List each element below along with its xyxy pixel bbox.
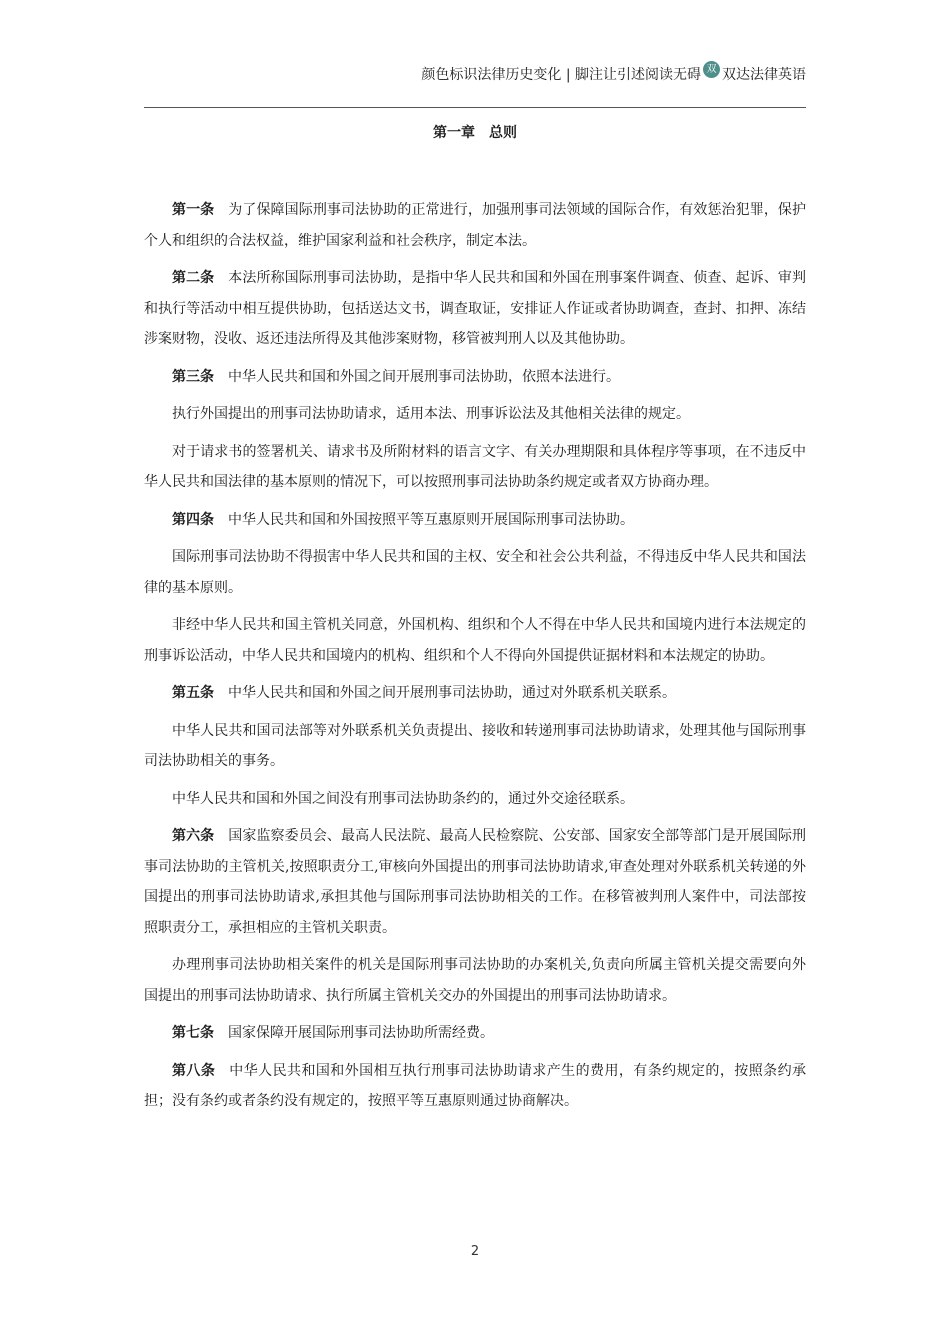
- paragraph-text: 中华人民共和国和外国按照平等互惠原则开展国际刑事司法协助。: [228, 511, 634, 528]
- paragraph-text: 对于请求书的签署机关、请求书及所附材料的语言文字、有关办理期限和具体程序等事项，在不违反中华人民共和国法律的基本原则的情况下，可以按照刑事司法协助条约规定或者双方协商办理。: [144, 443, 806, 490]
- paragraph: [144, 195, 806, 256]
- chapter-number: 第一章: [433, 125, 475, 141]
- paragraph-text: 中华人民共和国和外国之间没有刑事司法协助条约的，通过外交途径联系。: [172, 790, 634, 807]
- article-label: 第四条: [172, 511, 214, 528]
- article-label: 第六条: [172, 828, 215, 844]
- paragraph: [144, 1056, 806, 1117]
- header-slogan: 颜色标识法律历史变化 | 脚注让引述阅读无碍: [421, 67, 701, 83]
- article-label: 第二条: [172, 270, 215, 286]
- page-number: 2: [470, 1244, 480, 1259]
- paragraph: [144, 716, 806, 777]
- paragraph-text: 国际刑事司法协助不得损害中华人民共和国的主权、安全和社会公共利益，不得违反中华人民共和国法律的基本原则。: [144, 549, 806, 596]
- paragraph: [144, 505, 806, 536]
- paragraph: [144, 362, 806, 393]
- paragraph: [144, 678, 806, 709]
- paragraph: [144, 437, 806, 498]
- paragraph-text: 中华人民共和国司法部等对外联系机关负责提出、接收和转递刑事司法协助请求，处理其他与国际刑事司法协助相关的事务。: [144, 722, 806, 769]
- chapter-heading: [144, 122, 806, 144]
- header-divider: [144, 107, 806, 108]
- paragraph-text: 中华人民共和国和外国相互执行刑事司法协助请求产生的费用，有条约规定的，按照条约承担；没有条约或者条约没有规定的，按照平等互惠原则通过协商解决。: [144, 1062, 807, 1109]
- paragraph-text: 执行外国提出的刑事司法协助请求，适用本法、刑事诉讼法及其他相关法律的规定。: [172, 406, 690, 422]
- paragraph: [144, 950, 806, 1011]
- paragraph-text: 非经中华人民共和国主管机关同意，外国机构、组织和个人不得在中华人民共和国境内进行本法规定的刑事诉讼活动，中华人民共和国境内的机构、组织和个人不得向外国提供证据材料和本法规定的协助。: [144, 617, 806, 664]
- document-body: [144, 195, 806, 1124]
- paragraph: [144, 542, 806, 603]
- article-label: 第五条: [172, 685, 214, 701]
- paragraph: [144, 263, 806, 355]
- paragraph-text: 为了保障国际刑事司法协助的正常进行，加强刑事司法领域的国际合作，有效惩治犯罪，保护个人和组织的合法权益，维护国家利益和社会秩序，制定本法。: [144, 202, 806, 249]
- article-label: 第一条: [172, 202, 215, 218]
- paragraph: [144, 821, 806, 943]
- paragraph-text: 中华人民共和国和外国之间开展刑事司法协助，依照本法进行。: [228, 368, 620, 385]
- paragraph: [144, 1018, 806, 1049]
- article-label: 第七条: [172, 1025, 214, 1041]
- paragraph-text: 中华人民共和国和外国之间开展刑事司法协助，通过对外联系机关联系。: [228, 685, 676, 701]
- brand-logo-icon: 双: [703, 61, 720, 78]
- paragraph-text: 国家保障开展国际刑事司法协助所需经费。: [228, 1025, 494, 1041]
- paragraph: [144, 610, 806, 671]
- article-label: 第八条: [172, 1062, 216, 1079]
- paragraph: [144, 399, 806, 430]
- paragraph-text: 本法所称国际刑事司法协助，是指中华人民共和国和外国在刑事案件调查、侦查、起诉、审判和执行等活动中相互提供协助，包括送达文书，调查取证，安排证人作证或者协助调查，查封、扣押、冻结涉案财物，没收、返还违法所得及其他涉案财物，移管被判刑人以及其他协助。: [144, 270, 806, 347]
- paragraph-text: 国家监察委员会、最高人民法院、最高人民检察院、公安部、国家安全部等部门是开展国际刑事司法协助的主管机关,按照职责分工,审核向外国提出的刑事司法协助请求,审查处理对外联系机关转递的外国提出的刑事司法协助请求,承担其他与国际刑事司法协助相关的工作。在移管被判刑人案件中，司法部按照职责分工，承担相应的主管机关职责。: [144, 828, 806, 936]
- paragraph-text: 办理刑事司法协助相关案件的机关是国际刑事司法协助的办案机关,负责向所属主管机关提交需要向外国提出的刑事司法协助请求、执行所属主管机关交办的外国提出的刑事司法协助请求。: [144, 957, 806, 1004]
- page-header: [144, 64, 806, 84]
- chapter-title: 总则: [489, 125, 517, 141]
- article-label: 第三条: [172, 368, 214, 385]
- header-brand: 双达法律英语: [722, 67, 806, 83]
- paragraph: [144, 784, 806, 815]
